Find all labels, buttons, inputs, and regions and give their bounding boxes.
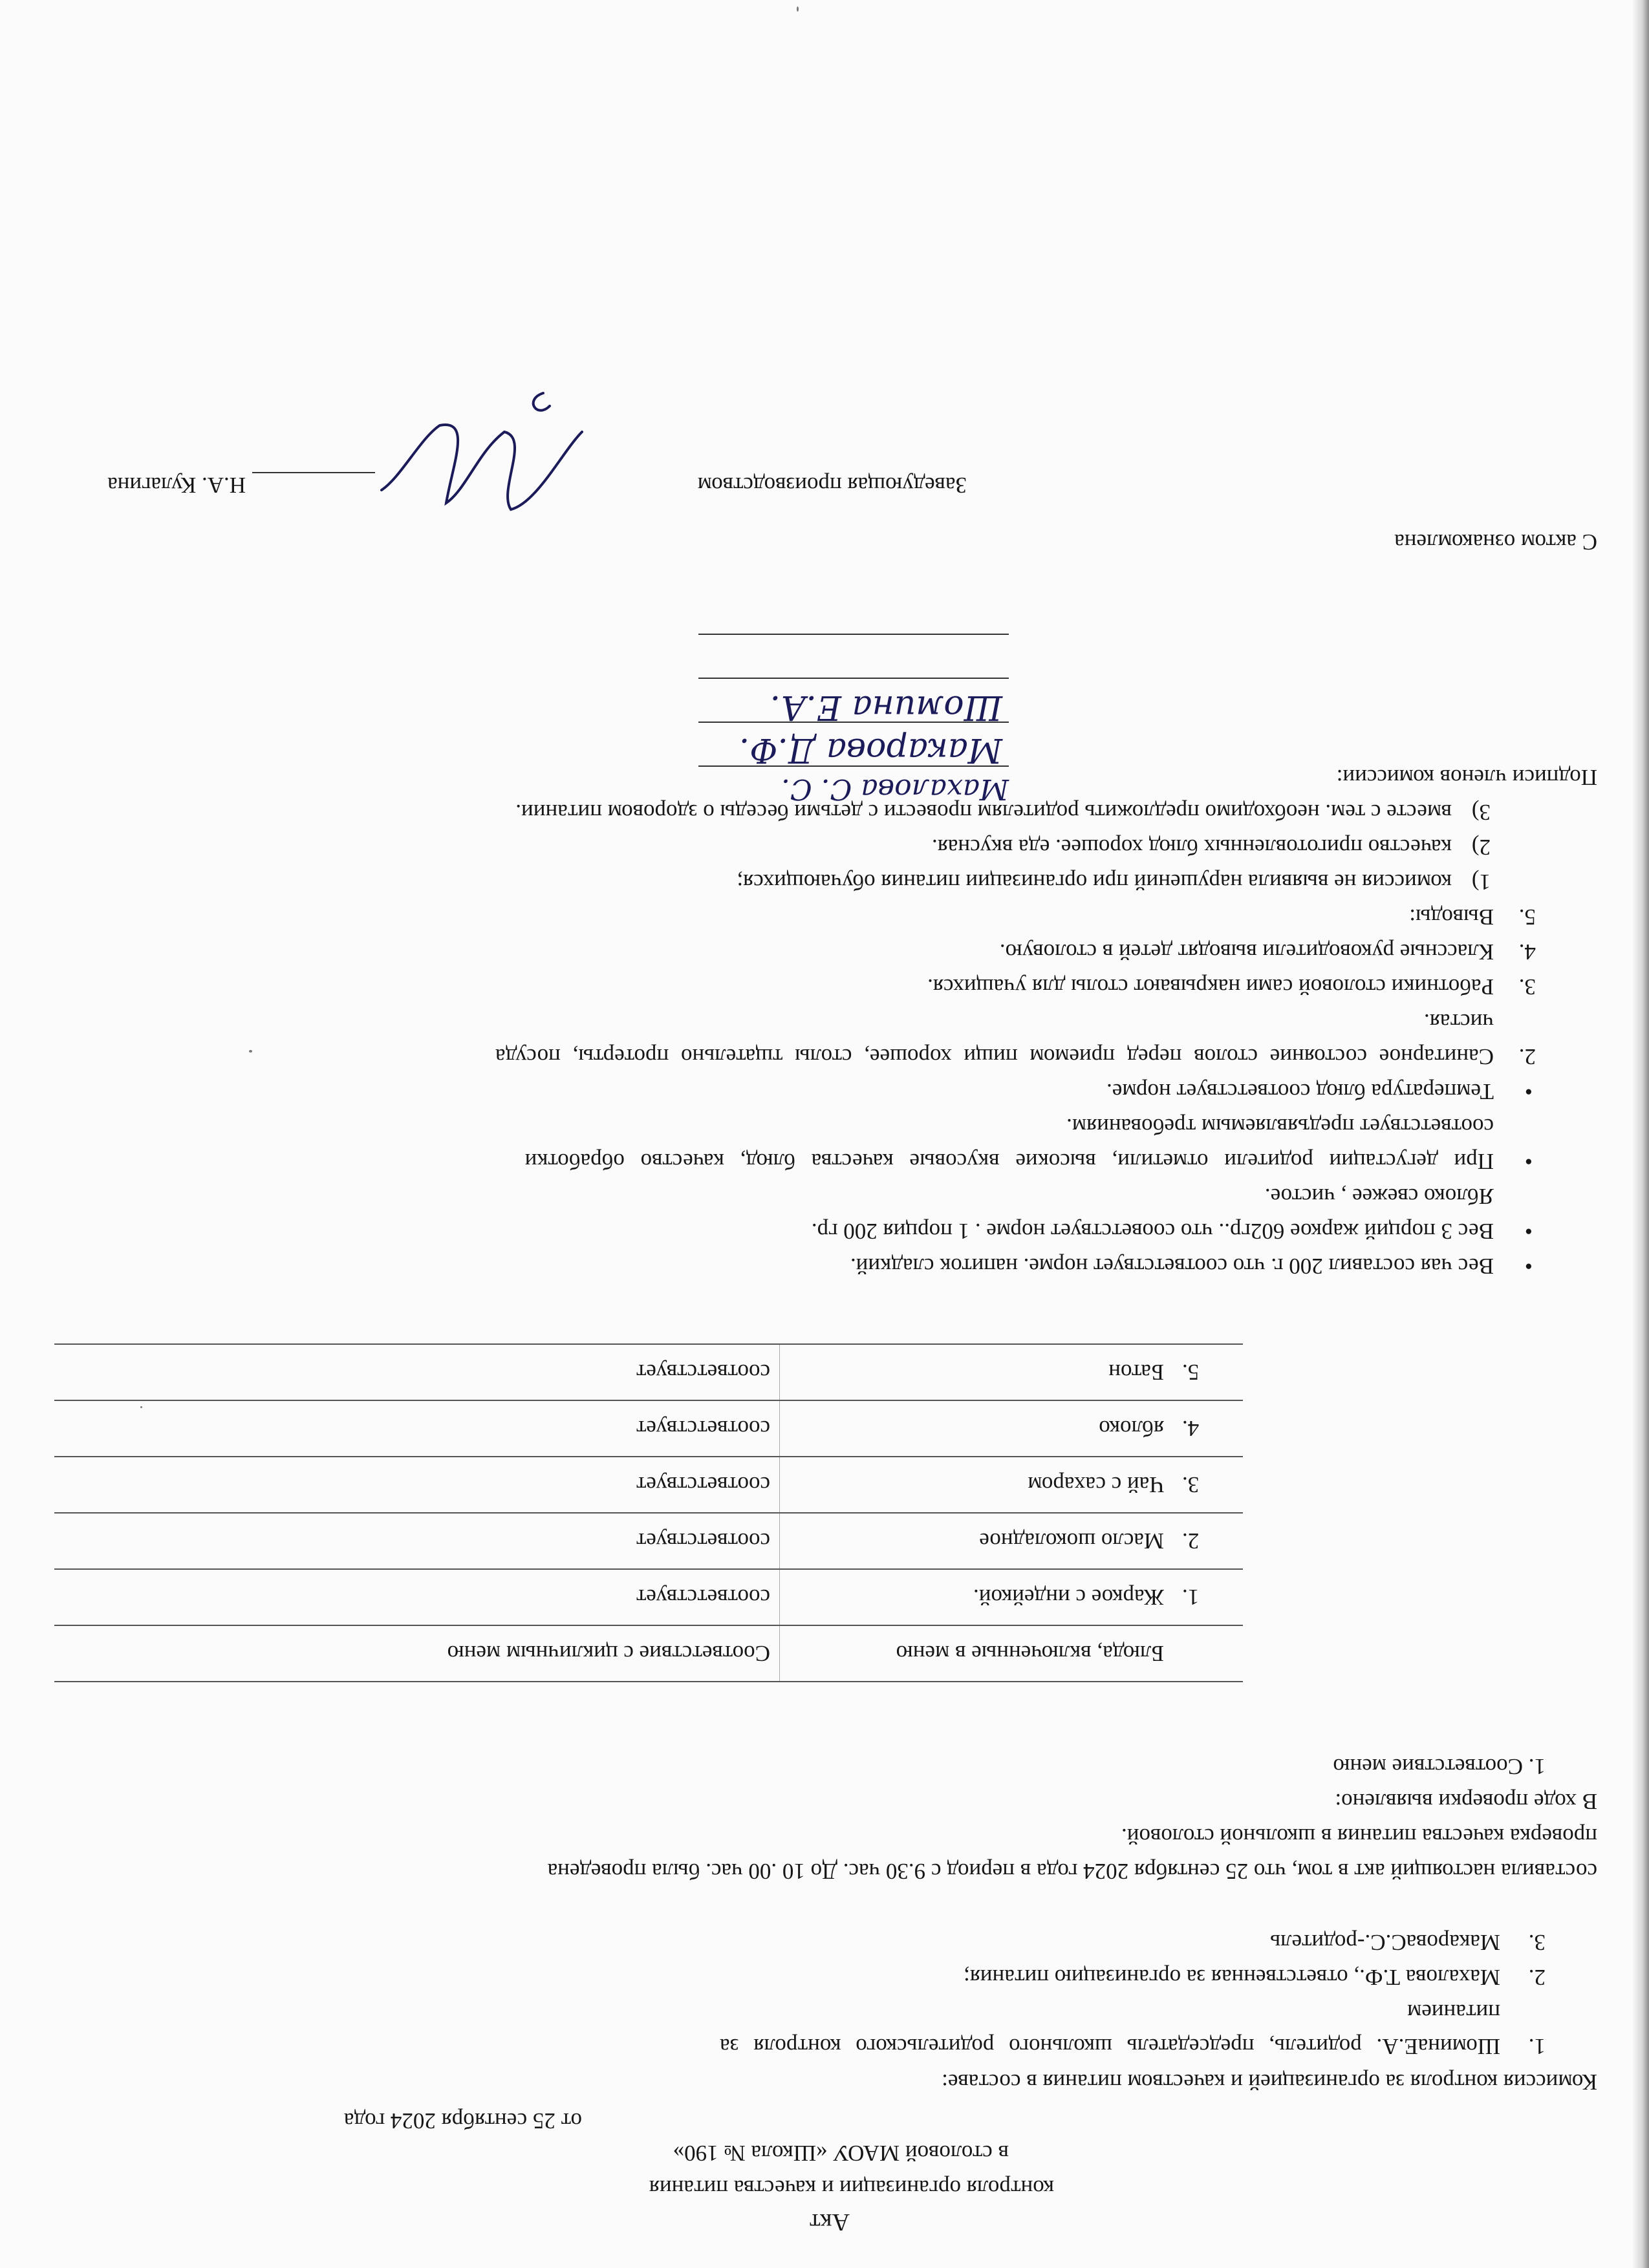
member-3-num: 3. — [1528, 1930, 1546, 1955]
ack-label: С актом ознакомлена — [1394, 530, 1597, 555]
table-row — [54, 1457, 1243, 1513]
bullet-3-line1: При дегустации родители отметили, высокие вкусовые качества блюд, качество обработки — [524, 1149, 1494, 1174]
scan-speck — [249, 1050, 252, 1053]
conclusion-2-text: качество приготовленных блюд хорошее. еда вкусная. — [932, 835, 1452, 860]
item-2-num: 2. — [1518, 1044, 1536, 1069]
member-2-line1: Махалова Т.Ф., ответственная за организацию питания; — [963, 1965, 1500, 1990]
table-header-dishes: Блюда, включенные в меню — [780, 1625, 1174, 1682]
signature-handwritten-1: Махалова С. С. — [781, 773, 1009, 806]
table-row — [54, 1400, 1243, 1457]
table-row-num: 2. — [1173, 1513, 1243, 1569]
bullet-2-marker: • — [1524, 1219, 1533, 1244]
member-1-line1: ШоминаЕ.А. родитель, председатель школьного родительского контроля за — [720, 2034, 1500, 2059]
signatures-label: Подписи членов комиссии: — [1336, 765, 1597, 790]
member-1-num: 1. — [1528, 2034, 1546, 2059]
bullet-1-line1: Вес чая составил 200 г. что соответствует норме. напиток сладкий. — [850, 1254, 1494, 1279]
table-header-compliance: Соответствие с цикличным меню — [54, 1625, 780, 1682]
doc-subtitle-1: контроля организации и качества питания — [649, 2176, 1054, 2201]
bullet-1-marker: • — [1524, 1254, 1533, 1279]
conclusion-1-text: комиссия не выявила нарушений при организации питания обучающихся; — [737, 870, 1452, 895]
doc-date: от 25 сентября 2024 года — [343, 2108, 582, 2134]
table-row — [54, 1513, 1243, 1569]
table-row-dish: Масло шоколадное — [780, 1513, 1174, 1569]
scan-speck — [797, 6, 799, 12]
table-row-status: соответствует — [54, 1344, 780, 1400]
conclusion-3-num: 3) — [1471, 800, 1491, 825]
bullet-3-marker: • — [1524, 1149, 1533, 1174]
bullet-4-line1: Температура блюд соответствует норме. — [1106, 1079, 1494, 1104]
table-row-dish: яблоко — [780, 1400, 1174, 1457]
table-row-status: соответствует — [54, 1457, 780, 1513]
signature-handwritten-2: Макарова Д.Ф. — [738, 731, 1002, 769]
member-2-num: 2. — [1528, 1965, 1546, 1990]
section-1-heading: 1. Соответствие меню — [1333, 1754, 1546, 1779]
conclusion-3-text: вместе с тем. необходимо предложить родителям провести с детьми беседы о здоровом питании. — [515, 800, 1452, 825]
act-line-2: проверка качества питания в школьной столовой. — [1121, 1824, 1597, 1849]
item-3-line1: Работники столовой сами накрывают столы для учащихся. — [927, 974, 1494, 1000]
table-header-row — [54, 1625, 1243, 1682]
member-1-line2: питанием — [1407, 2000, 1500, 2025]
table-row-num: 3. — [1173, 1457, 1243, 1513]
table-row-num: 5. — [1173, 1344, 1243, 1400]
found-intro: В ходе проверки выявлено: — [1335, 1789, 1597, 1814]
item-4-num: 4. — [1518, 939, 1536, 965]
table-row-dish: Батон — [780, 1344, 1174, 1400]
ack-role: Заведующая производством — [697, 473, 967, 498]
item-4-line1: Классные руководители выводят детей в столовую. — [999, 939, 1494, 965]
table-row-num: 1. — [1173, 1569, 1243, 1625]
signature-line-4 — [698, 634, 1009, 635]
bullet-3-line2: соответствует предъявляемым требованиям. — [1066, 1114, 1494, 1139]
signature-handwritten-3: Шомина Е.А. — [770, 688, 1002, 727]
doc-title: Акт — [809, 2209, 850, 2236]
ack-name: Н.А. Кулагина — [107, 473, 246, 498]
bullet-2-line2: Яблоко свежее , чистое. — [1264, 1184, 1494, 1209]
ack-handwritten-signature-mark — [369, 380, 588, 529]
doc-subtitle-2: в столовой МАОУ «Школа № 190» — [673, 2141, 1009, 2166]
conclusion-2-num: 2) — [1471, 835, 1491, 860]
table-row-dish: Жаркое с индейкой. — [780, 1569, 1174, 1625]
table-row-dish: Чай с сахаром — [780, 1457, 1174, 1513]
item-3-num: 3. — [1518, 974, 1536, 1000]
item-5-num: 5. — [1518, 904, 1536, 930]
signature-line-3 — [698, 678, 1009, 679]
table-row — [54, 1569, 1243, 1625]
item-5-line1: Выводы: — [1409, 904, 1494, 930]
conclusion-1-num: 1) — [1471, 870, 1491, 895]
ack-signature-line — [252, 472, 375, 473]
commission-intro: Комиссия контроля за организацией и качеством питания в составе: — [942, 2070, 1597, 2095]
menu-table — [54, 1343, 1243, 1682]
bullet-2-line1: Вес 3 порций жаркое 602гр.. что сооветствует норме . 1 порция 200 гр. — [811, 1219, 1494, 1244]
table-row-status: соответствует — [54, 1569, 780, 1625]
act-line-1: составила настоящий акт в том, что 25 сентября 2024 года в период с 9.30 час. До 10 .00 час. была проведена — [547, 1859, 1597, 1884]
table-row-status: соответствует — [54, 1400, 780, 1457]
table-header-num — [1173, 1625, 1243, 1682]
bullet-4-marker: • — [1524, 1079, 1533, 1104]
member-3-line1: МакароваС.С.-родитель — [1270, 1930, 1500, 1955]
item-2-line2: чистая. — [1424, 1009, 1494, 1034]
table-row-num: 4. — [1173, 1400, 1243, 1457]
item-2-line1: Санитарное состояние столов перед приемом пищи хорошее, столы тщательно протерты, посуда — [495, 1044, 1494, 1069]
scan-speck — [140, 1406, 142, 1408]
table-row-status: соответствует — [54, 1513, 780, 1569]
table-row — [54, 1344, 1243, 1400]
